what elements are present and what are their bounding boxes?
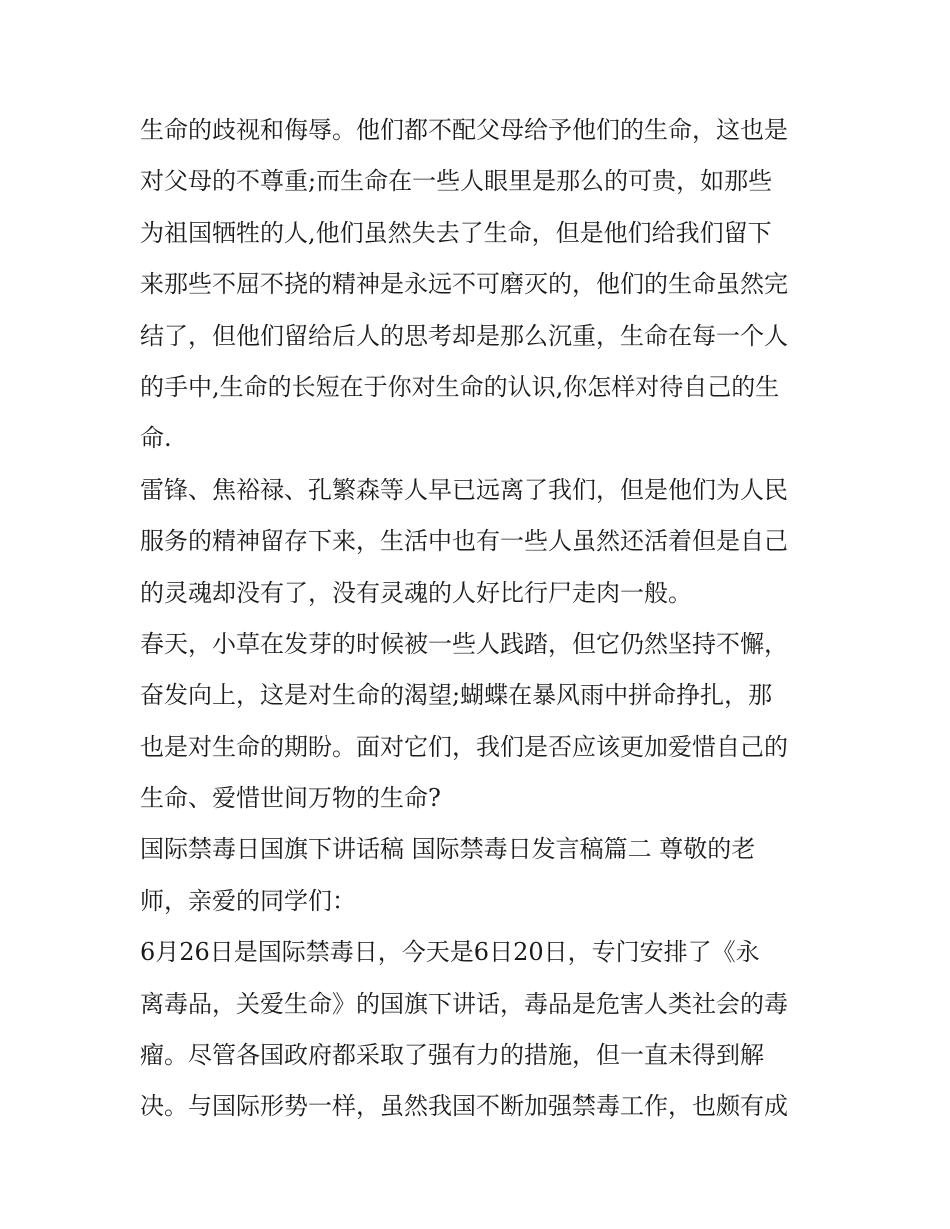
text-line: 对父母的不尊重;而生命在一些人眼里是那么的可贵，如那些 xyxy=(140,167,773,196)
document-text-body xyxy=(140,105,820,1133)
text-line: 雷锋、焦裕禄、孔繁森等人早已远离了我们，但是他们为人民 xyxy=(140,475,788,504)
text-line: 命. xyxy=(140,424,172,453)
text-line: 离毒品，关爱生命》的国旗下讲话，毒品是危害人类社会的毒 xyxy=(140,989,788,1018)
text-line: 服务的精神留存下来，生活中也有一些人虽然还活着但是自己 xyxy=(140,527,788,556)
text-line: 为祖国牺牲的人,他们虽然失去了生命，但是他们给我们留下 xyxy=(140,218,772,247)
text-line: 也是对生命的期盼。面对它们，我们是否应该更加爱惜自己的 xyxy=(140,732,788,761)
text-line: 奋发向上，这是对生命的渴望;蝴蝶在暴风雨中拼命挣扎，那 xyxy=(140,681,773,710)
text-line: 生命的歧视和侮辱。他们都不配父母给予他们的生命，这也是 xyxy=(140,116,788,144)
text-line: 决。与国际形势一样，虽然我国不断加强禁毒工作，也颇有成 xyxy=(140,1092,788,1121)
text-line: 春天，小草在发芽的时候被一些人践踏，但它仍然坚持不懈， xyxy=(140,629,788,658)
text-line: 的手中,生命的长短在于你对生命的认识,你怎样对待自己的生 xyxy=(140,372,780,401)
text-line: 师，亲爱的同学们： xyxy=(140,886,356,915)
text-line: 来那些不屈不挠的精神是永远不可磨灭的，他们的生命虽然完 xyxy=(140,270,788,299)
text-line: 结了，但他们留给后人的思考却是那么沉重，生命在每一个人 xyxy=(140,321,788,350)
text-line: 生命、爱惜世间万物的生命? xyxy=(140,784,441,813)
text-line: 6月26日是国际禁毒日，今天是6日20日，专门安排了《永 xyxy=(140,938,760,967)
text-line: 的灵魂却没有了，没有灵魂的人好比行尸走肉一般。 xyxy=(140,578,692,607)
text-line: 瘤。尽管各国政府都采取了强有力的措施，但一直未得到解 xyxy=(140,1041,764,1070)
text-line: 国际禁毒日国旗下讲话稿 国际禁毒日发言稿篇二 尊敬的老 xyxy=(140,835,756,864)
